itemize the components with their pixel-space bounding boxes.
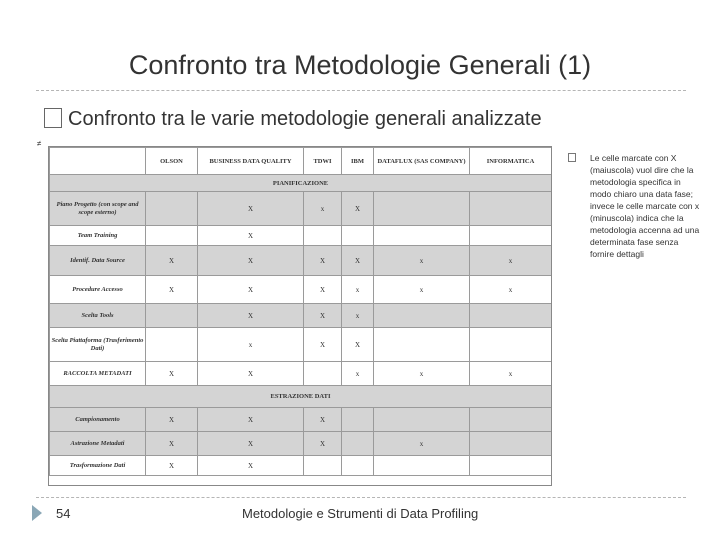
table-cell bbox=[374, 226, 470, 246]
row-label: RACCOLTA METADATI bbox=[50, 362, 146, 386]
table-cell bbox=[470, 432, 552, 456]
table-cell: x bbox=[374, 362, 470, 386]
table-cell bbox=[146, 192, 198, 226]
table-cell bbox=[342, 226, 374, 246]
side-note bbox=[568, 152, 704, 260]
table-cell: X bbox=[342, 328, 374, 362]
table-cell: x bbox=[304, 192, 342, 226]
table-cell: X bbox=[146, 276, 198, 304]
small-mark: ≠ bbox=[37, 139, 42, 148]
row-label: Campionamento bbox=[50, 408, 146, 432]
table-cell: X bbox=[304, 408, 342, 432]
row-label: Trasformazione Dati bbox=[50, 456, 146, 476]
row-label: Identif. Data Source bbox=[50, 246, 146, 276]
table-row bbox=[50, 432, 552, 456]
column-header: IBM bbox=[342, 148, 374, 175]
table-cell bbox=[470, 192, 552, 226]
bullet-box-icon bbox=[44, 108, 62, 128]
row-label: Piano Progetto (con scope and scope esterno) bbox=[50, 192, 146, 226]
page-arrow-icon bbox=[32, 505, 42, 521]
slide-title: Confronto tra Metodologie Generali (1) bbox=[128, 50, 592, 80]
table-cell bbox=[470, 304, 552, 328]
column-header: TDWI bbox=[304, 148, 342, 175]
table-cell: X bbox=[304, 328, 342, 362]
row-label: Team Training bbox=[50, 226, 146, 246]
title-divider bbox=[36, 90, 686, 91]
table-cell: X bbox=[198, 408, 304, 432]
table-row bbox=[50, 276, 552, 304]
slide-subtitle bbox=[44, 108, 542, 131]
table-cell: x bbox=[470, 246, 552, 276]
table-row bbox=[50, 456, 552, 476]
table-row bbox=[50, 328, 552, 362]
section-row bbox=[50, 386, 552, 408]
table-cell: x bbox=[470, 276, 552, 304]
table-cell: x bbox=[374, 432, 470, 456]
table-cell: X bbox=[304, 432, 342, 456]
table-row bbox=[50, 408, 552, 432]
footer-text: Metodologie e Strumenti di Data Profiling bbox=[242, 506, 479, 521]
table-cell bbox=[342, 432, 374, 456]
table-header-row bbox=[50, 148, 552, 175]
table-cell: X bbox=[198, 246, 304, 276]
comparison-table-image bbox=[48, 146, 552, 486]
table-cell bbox=[470, 456, 552, 476]
table-cell: X bbox=[198, 226, 304, 246]
table-cell bbox=[342, 408, 374, 432]
table-cell bbox=[470, 226, 552, 246]
table-cell: x bbox=[342, 362, 374, 386]
table-cell: X bbox=[342, 192, 374, 226]
footer-divider bbox=[36, 497, 686, 498]
table-cell: X bbox=[198, 456, 304, 476]
table-cell bbox=[342, 456, 374, 476]
side-note-text: Le celle marcate con X (maiuscola) vuol dire che la metodologia specifica in modo chiaro una data fase; invece le celle marcate con x (minuscola) indica che la metodologia accenna ad una determinata fase senza fornire dettagli bbox=[590, 153, 700, 259]
bullet-box-icon bbox=[568, 153, 576, 162]
column-header: DATAFLUX (SAS COMPANY) bbox=[374, 148, 470, 175]
table-cell bbox=[146, 328, 198, 362]
table-cell bbox=[304, 226, 342, 246]
table-cell: X bbox=[146, 246, 198, 276]
table-cell: x bbox=[342, 304, 374, 328]
table-cell: X bbox=[198, 192, 304, 226]
table-cell: X bbox=[198, 304, 304, 328]
section-label: ESTRAZIONE DATI bbox=[50, 386, 552, 408]
table-cell bbox=[374, 304, 470, 328]
page-number: 54 bbox=[56, 506, 71, 521]
table-cell bbox=[304, 362, 342, 386]
table-row bbox=[50, 304, 552, 328]
column-header: OLSON bbox=[146, 148, 198, 175]
table-cell: x bbox=[374, 246, 470, 276]
table-row bbox=[50, 362, 552, 386]
table-cell bbox=[470, 328, 552, 362]
section-label: PIANIFICAZIONE bbox=[50, 175, 552, 192]
table-cell: x bbox=[470, 362, 552, 386]
table-cell: x bbox=[374, 276, 470, 304]
table-cell bbox=[304, 456, 342, 476]
table-cell: x bbox=[198, 328, 304, 362]
table-cell bbox=[146, 226, 198, 246]
table-cell: X bbox=[304, 246, 342, 276]
table-cell: X bbox=[146, 432, 198, 456]
table-cell: X bbox=[146, 408, 198, 432]
row-label: Scelta Tools bbox=[50, 304, 146, 328]
table-row bbox=[50, 226, 552, 246]
table-cell bbox=[374, 408, 470, 432]
table-cell bbox=[374, 328, 470, 362]
table-cell: X bbox=[198, 362, 304, 386]
table-cell bbox=[374, 192, 470, 226]
table-cell: x bbox=[342, 276, 374, 304]
table-cell: X bbox=[342, 246, 374, 276]
row-label: Astrazione Metadati bbox=[50, 432, 146, 456]
table-cell: X bbox=[198, 432, 304, 456]
table-cell: X bbox=[146, 362, 198, 386]
table-row bbox=[50, 246, 552, 276]
column-header: BUSINESS DATA QUALITY bbox=[198, 148, 304, 175]
comparison-table bbox=[49, 147, 552, 476]
section-row bbox=[50, 175, 552, 192]
table-cell: X bbox=[198, 276, 304, 304]
column-header bbox=[50, 148, 146, 175]
table-cell bbox=[146, 304, 198, 328]
table-row bbox=[50, 192, 552, 226]
table-cell bbox=[470, 408, 552, 432]
row-label: Procedure Accesso bbox=[50, 276, 146, 304]
table-cell: X bbox=[304, 276, 342, 304]
table-cell bbox=[374, 456, 470, 476]
column-header: INFORMATICA bbox=[470, 148, 552, 175]
table-cell: X bbox=[146, 456, 198, 476]
table-cell: X bbox=[304, 304, 342, 328]
row-label: Scelta Piattaforma (Trasferimento Dati) bbox=[50, 328, 146, 362]
subtitle-text: Confronto tra le varie metodologie generali analizzate bbox=[68, 108, 542, 130]
table-body bbox=[50, 175, 552, 476]
